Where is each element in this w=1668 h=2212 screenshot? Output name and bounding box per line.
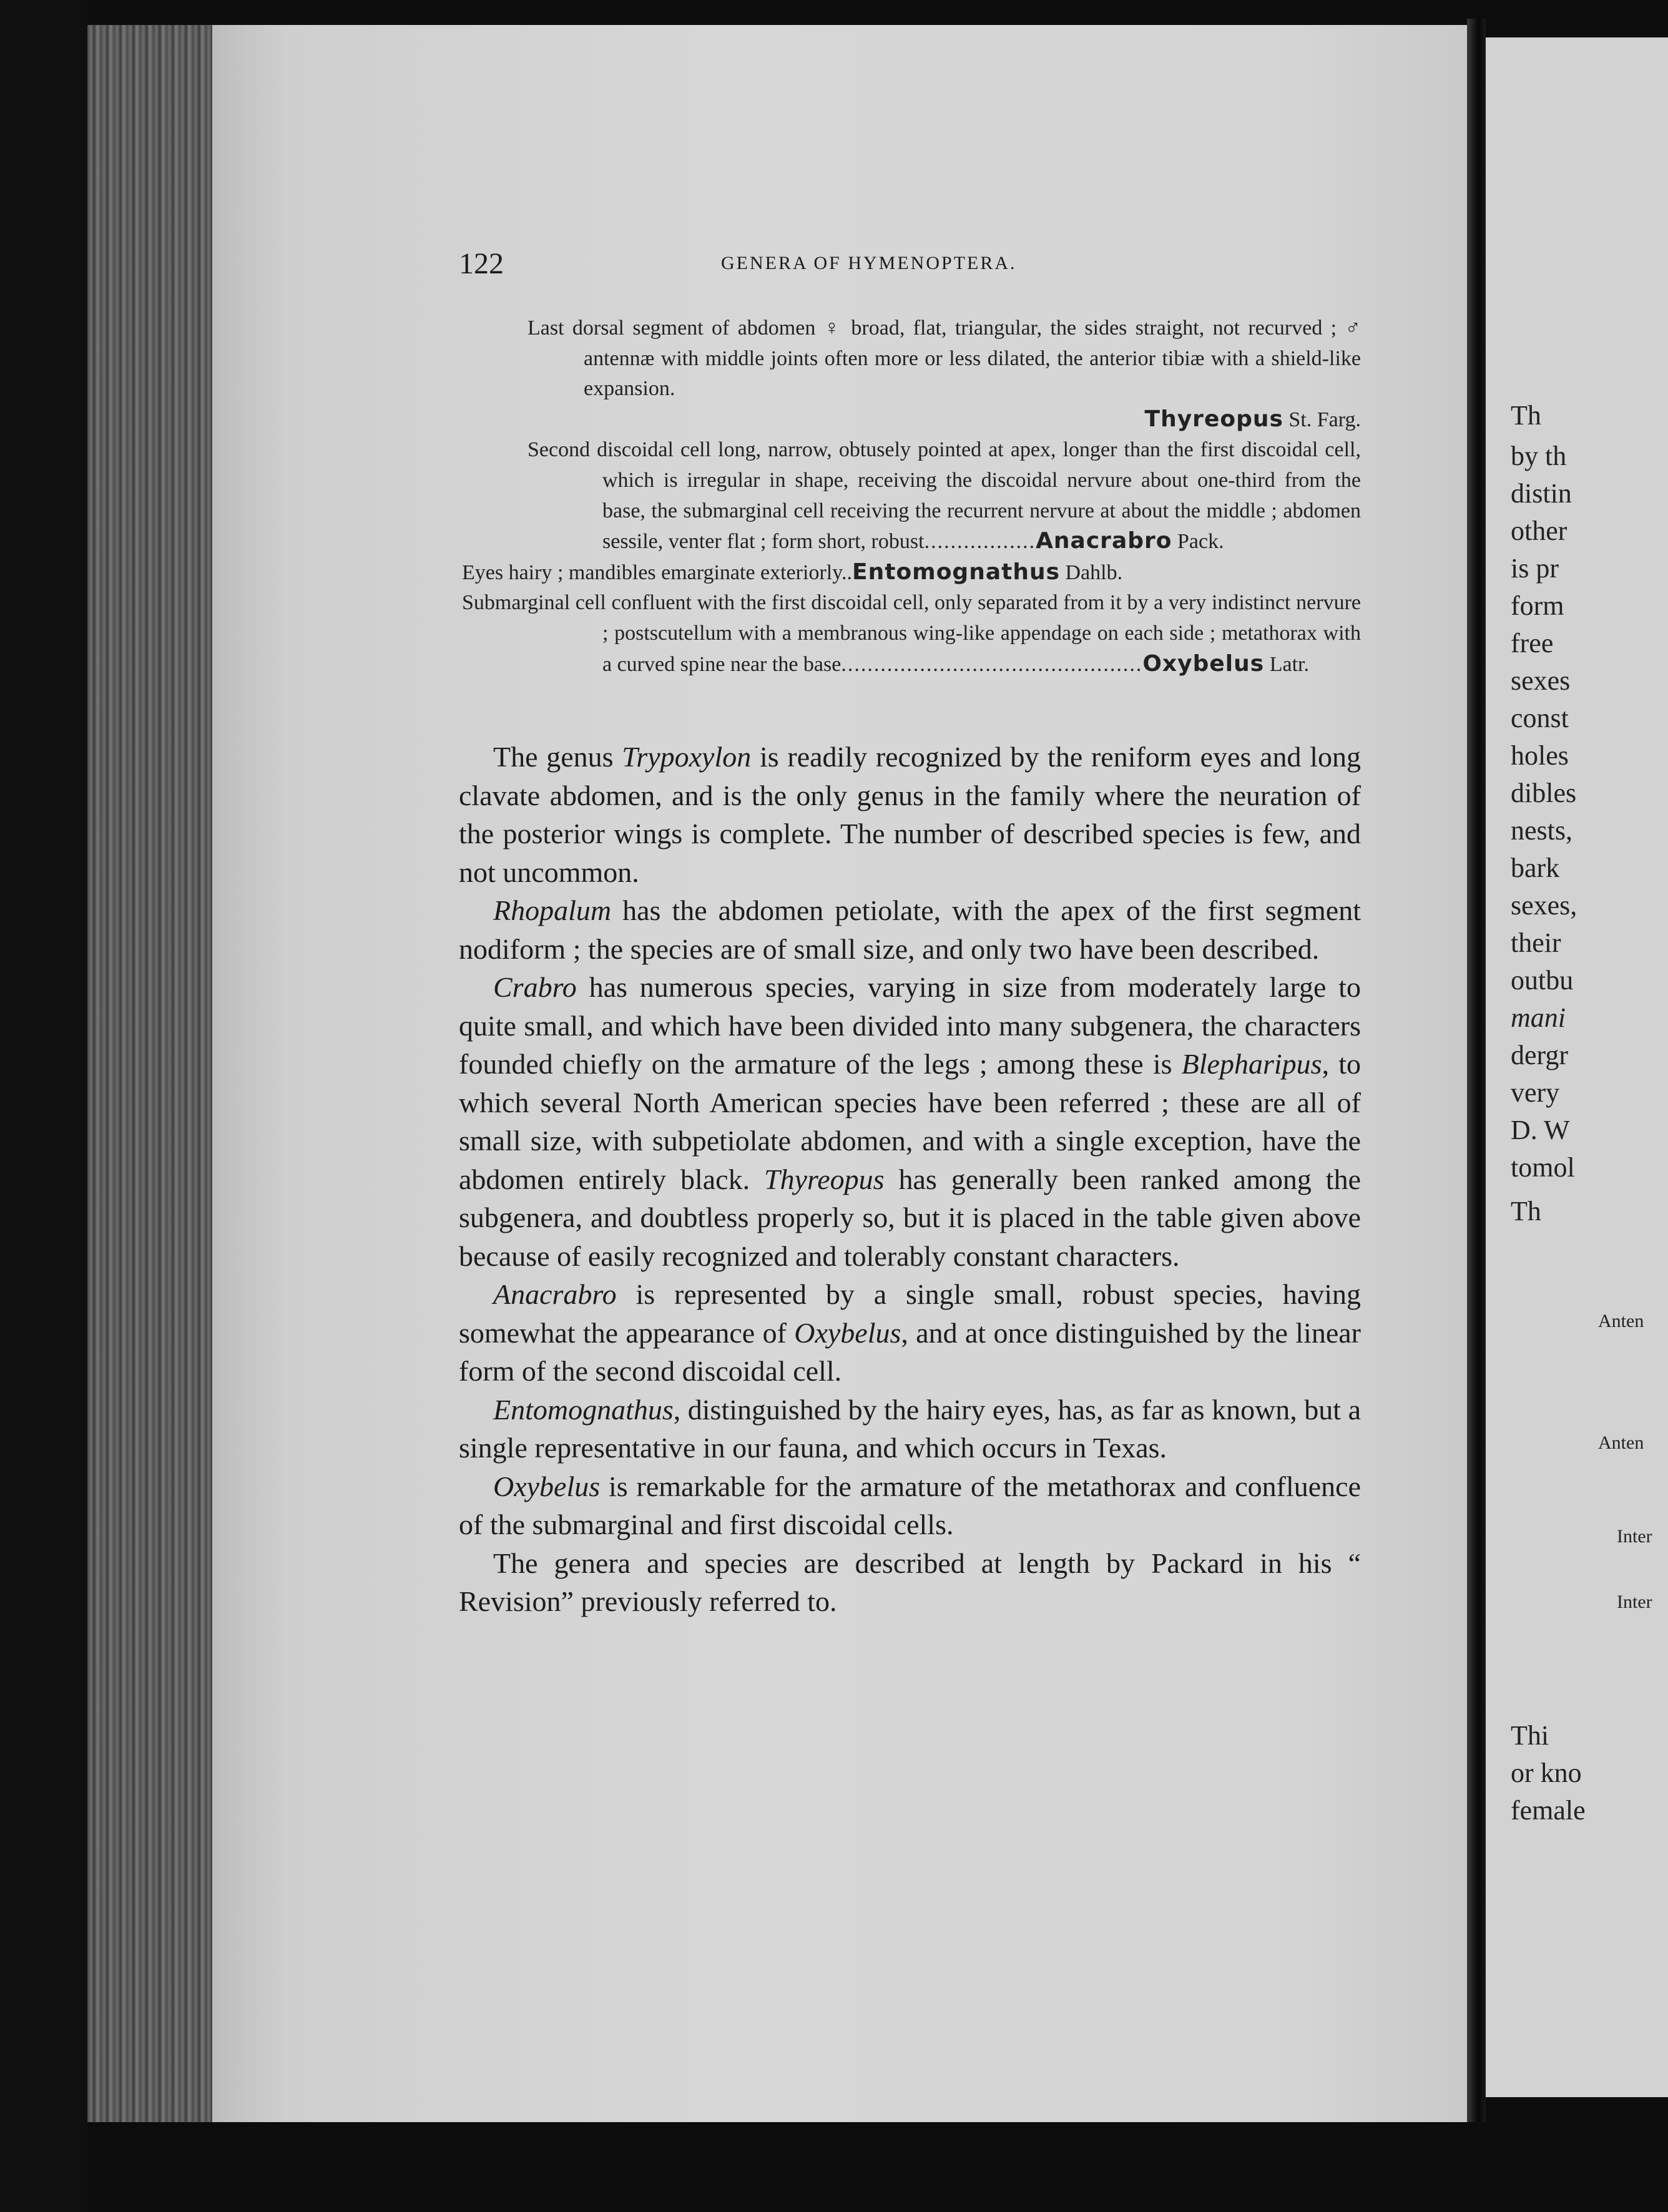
right-page-line: distin — [1511, 478, 1572, 509]
right-page-line: very — [1511, 1077, 1560, 1108]
paragraph-trypoxylon — [459, 738, 1361, 891]
right-page-line: bark — [1511, 853, 1560, 883]
paragraph-revision — [459, 1544, 1361, 1621]
text-run: The genera and species are described at length by Packard in his “ Revision” previously referred to. — [459, 1547, 1361, 1617]
key-entry-text: Eyes hairy ; mandibles emarginate exteriorly.. — [462, 560, 853, 584]
genus-name: Thyreopus — [1144, 406, 1283, 432]
right-page-line: dibles — [1511, 778, 1577, 808]
genus-name: Anacrabro — [1036, 528, 1172, 554]
right-page-line: Thi — [1511, 1720, 1549, 1751]
right-page-line: mani — [1511, 1002, 1566, 1033]
text-run: is represented by a single small, robust species, having somewhat the appearance of — [459, 1278, 1361, 1349]
right-page-line: form — [1511, 590, 1564, 621]
right-page-line: or kno — [1511, 1758, 1582, 1788]
right-page-line: sexes — [1511, 665, 1571, 696]
right-page-line: Th — [1511, 400, 1541, 431]
right-page-line: outbu — [1511, 965, 1574, 996]
genus-italic: Thyreopus — [764, 1163, 885, 1195]
right-page-line: by th — [1511, 441, 1567, 471]
genus-italic: Blepharipus — [1181, 1048, 1322, 1080]
genus-italic: Rhopalum — [493, 894, 612, 926]
key-entry-anacrabro: Second discoidal cell long, narrow, obtusely pointed at apex, longer than the first discoidal cell, which is irregular in shape, receiving the discoidal nervure about one-third from the base, the submarginal cell receiving the recurrent nervure at about the middle ; abdomen sessile, venter flat ; form short, robust.................Anacrabro Pack. — [527, 438, 1361, 554]
key-entry-text: Second discoidal cell long, narrow, obtusely pointed at apex, longer than the first discoidal cell, which is irregular in shape, receiving the discoidal nervure about one-third from the base, the submarginal cell receiving the recurrent nervure at about the middle ; abdomen sessile, venter flat ; form short, robust — [527, 438, 1361, 554]
right-page-line: tomol — [1511, 1152, 1575, 1183]
right-page-line: dergr — [1511, 1040, 1569, 1070]
right-page-line: holes — [1511, 740, 1569, 771]
book-gutter — [1467, 19, 1486, 2122]
paragraph-rhopalum — [459, 891, 1361, 968]
genus-italic: Oxybelus — [794, 1316, 901, 1349]
right-page-line: D. W — [1511, 1115, 1570, 1145]
genus-name: Oxybelus — [1142, 650, 1265, 677]
key-entry-entomognathus — [462, 557, 1361, 589]
text-run: has the abdomen petiolate, with the apex of the first segment nodiform ; the species are of small size, and only two have been described. — [459, 894, 1361, 965]
right-page-line: Th — [1511, 1196, 1541, 1226]
genus-author: Latr. — [1269, 652, 1309, 676]
text-run: The genus — [493, 741, 622, 773]
text-run: , to which several North American species have been referred ; these are all of small size, with subpetiolate abdomen, and with a single exception, have the abdomen entirely black. — [459, 1048, 1361, 1195]
genus-author: Pack. — [1177, 530, 1224, 554]
text-run: has numerous species, varying in size from moderately large to quite small, and which have been divided into many subgenera, the characters founded chiefly on the armature of the legs ; among these is — [459, 971, 1361, 1080]
page-number: 122 — [459, 247, 504, 280]
paragraph-oxybelus — [459, 1467, 1361, 1544]
text-run: is readily recognized by the reniform eyes and long clavate abdomen, and is the only genus in the family where the neuration of the posterior wings is complete. The number of described species is few, and not uncommon. — [459, 741, 1361, 888]
right-page-line: const — [1511, 703, 1569, 733]
genus-author: St. Farg. — [1288, 408, 1361, 431]
paragraph-entomognathus — [459, 1391, 1361, 1467]
right-page-line: Inter — [1617, 1592, 1652, 1612]
genus-author: Dahlb. — [1065, 560, 1123, 584]
genus-italic: Entomognathus — [493, 1393, 674, 1426]
running-title: GENERA OF HYMENOPTERA. — [721, 253, 1017, 273]
key-entry-text: Submarginal cell confluent with the first discoidal cell, only separated from it by a very indistinct nervure ; postscutellum with a membranous wing-like appendage on each side ; metathorax with a curved spine near the base — [462, 591, 1361, 676]
right-page-line: free — [1511, 628, 1554, 658]
right-page-line: nests, — [1511, 815, 1572, 846]
right-page-line: Anten — [1598, 1311, 1644, 1331]
text-run: has generally been ranked among the subgenera, and doubtless properly so, but it is placed in the table given above because of easily recognized and tolerably constant characters. — [459, 1163, 1361, 1272]
genus-italic: Anacrabro — [493, 1278, 617, 1310]
right-page-line: is pr — [1511, 553, 1559, 584]
genus-italic: Oxybelus — [493, 1470, 601, 1502]
text-run: , distinguished by the hairy eyes, has, as far as known, but a single representative in our fauna, and which occurs in Texas. — [459, 1393, 1361, 1464]
right-page-line: sexes, — [1511, 890, 1577, 921]
right-page-line: female — [1511, 1795, 1586, 1826]
right-page-line: Anten — [1598, 1432, 1644, 1453]
key-entry-oxybelus: Submarginal cell confluent with the first discoidal cell, only separated from it by a very indistinct nervure ; postscutellum with a membranous wing-like appendage on each side ; metathorax with a curved spine near the base..............................................Oxybelus Latr. — [462, 591, 1361, 677]
genus-italic: Trypoxylon — [622, 741, 752, 773]
scan-left-margin — [0, 0, 87, 2212]
right-page-line: their — [1511, 927, 1561, 958]
key-entry-text: Last dorsal segment of abdomen ♀ broad, flat, triangular, the sides straight, not recurved ; ♂ antennæ with middle joints often more or less dilated, the anterior tibiæ with a shield-like expansion. — [527, 316, 1361, 401]
genus-name: Entomognathus — [852, 559, 1061, 585]
key-entry-thyreopus — [462, 313, 1361, 404]
genus-italic: Crabro — [493, 971, 577, 1003]
paragraph-anacrabro — [459, 1275, 1361, 1391]
paragraph-crabro — [459, 968, 1361, 1275]
text-run: , and at once distinguished by the linear form of the second discoidal cell. — [459, 1316, 1361, 1387]
book-spine-edge — [87, 25, 212, 2122]
page-header — [459, 247, 1361, 284]
key-terminal-thyreopus — [462, 404, 1361, 436]
body-text — [459, 738, 1361, 1621]
identification-key — [462, 313, 1361, 680]
scan-bottom-margin — [87, 2122, 1668, 2212]
right-page-fragment — [1486, 37, 1668, 2097]
right-page-line: Inter — [1617, 1526, 1652, 1547]
right-page-line: other — [1511, 516, 1567, 546]
text-run: is remarkable for the armature of the metathorax and confluence of the submarginal and first discoidal cells. — [459, 1470, 1361, 1540]
